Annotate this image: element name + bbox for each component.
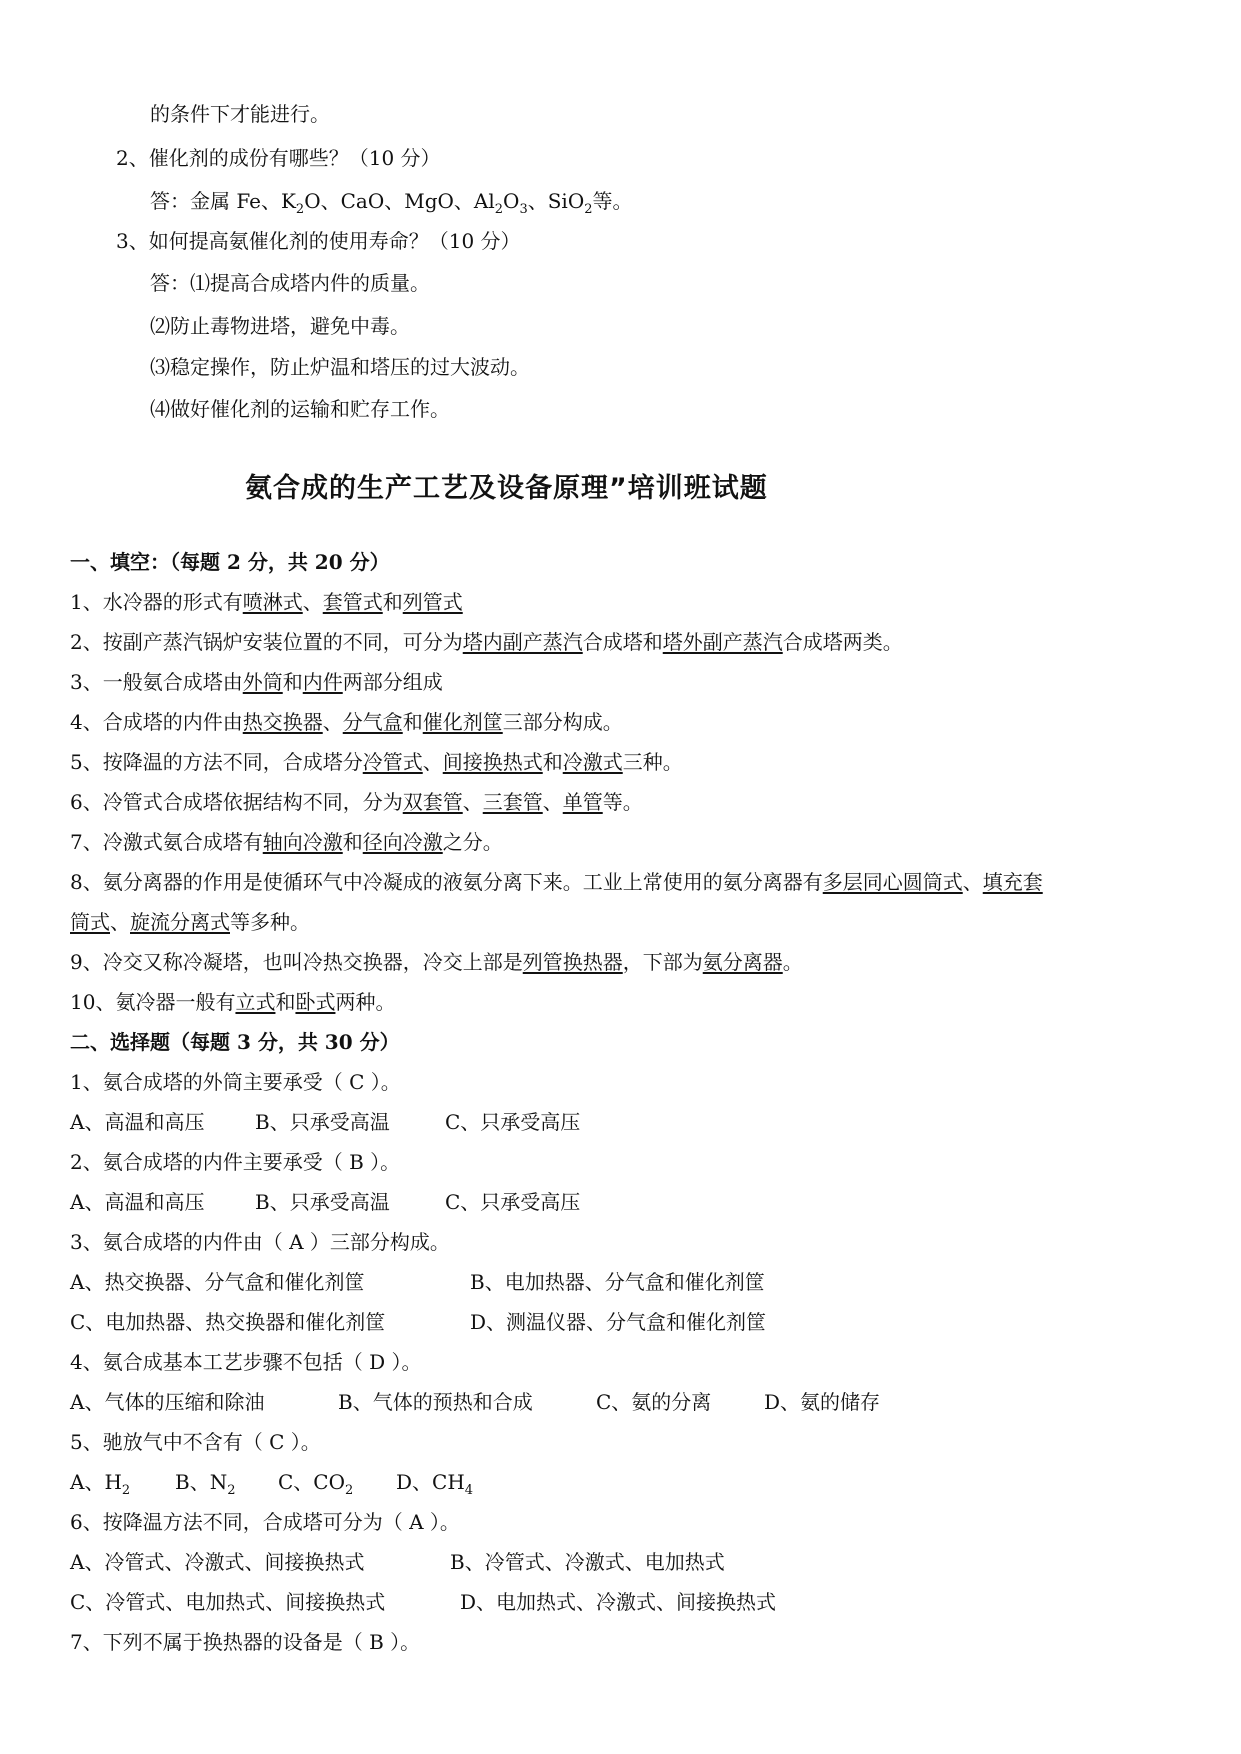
- option: D、氨的储存: [764, 1390, 881, 1414]
- option: A、热交换器、分气盒和催化剂筐: [70, 1270, 365, 1294]
- option: B、冷管式、冷激式、电加热式: [450, 1550, 725, 1574]
- option: C、氨的分离: [596, 1390, 712, 1414]
- continuation-text: 的条件下才能进行。: [150, 102, 330, 126]
- option: B、电加热器、分气盒和催化剂筐: [470, 1270, 765, 1294]
- answer-3-item-1: 答：⑴提高合成塔内件的质量。: [150, 271, 430, 295]
- choice-question-6: 6、按降温方法不同，合成塔可分为（ A ）。: [70, 1510, 460, 1534]
- option: C、只承受高压: [445, 1110, 581, 1134]
- option: C、电加热器、热交换器和催化剂筐: [70, 1310, 386, 1334]
- option: C、$CO_2$: [278, 1470, 354, 1498]
- choice-question-3: 3、氨合成塔的内件由（ A ）三部分构成。: [70, 1230, 450, 1254]
- fill-question-1: 1、水冷器的形式有喷淋式、套管式和列管式: [70, 590, 463, 614]
- option: C、冷管式、电加热式、间接换热式: [70, 1590, 386, 1614]
- option: A、冷管式、冷激式、间接换热式: [70, 1550, 365, 1574]
- choice-question-4-options: [70, 1389, 880, 1415]
- answer-3-item-3: ⑶稳定操作，防止炉温和塔压的过大波动。: [150, 355, 530, 379]
- answer-2-catalyst-components: 答：金属 Fe、$K_2O$、CaO、MgO、$Al_2O_3$、SiO$_2$等。: [150, 189, 633, 217]
- option: B、$N_2$: [175, 1470, 236, 1498]
- answer-3-item-4: ⑷做好催化剂的运输和贮存工作。: [150, 397, 450, 421]
- fill-question-2: 2、按副产蒸汽锅炉安装位置的不同，可分为塔内副产蒸汽合成塔和塔外副产蒸汽合成塔两类。: [70, 630, 903, 654]
- option: B、只承受高温: [255, 1190, 390, 1214]
- choice-question-5-options: [70, 1469, 474, 1498]
- option: A、气体的压缩和除油: [70, 1390, 265, 1414]
- choice-question-3-options-row1: [70, 1269, 765, 1295]
- answer-3-item-2: ⑵防止毒物进塔，避免中毒。: [150, 314, 410, 338]
- choice-question-2: 2、氨合成塔的内件主要承受（ B ）。: [70, 1150, 401, 1174]
- choice-question-3-options-row2: [70, 1309, 766, 1335]
- choice-question-2-options: [70, 1189, 580, 1215]
- choice-section-heading: 二、选择题（每题 3 分，共 30 分）: [70, 1030, 400, 1054]
- choice-question-7: 7、下列不属于换热器的设备是（ B ）。: [70, 1630, 421, 1654]
- fill-question-10: 10、氨冷器一般有立式和卧式两种。: [70, 990, 396, 1014]
- option: B、气体的预热和合成: [338, 1390, 533, 1414]
- fill-question-5: 5、按降温的方法不同，合成塔分冷管式、间接换热式和冷激式三种。: [70, 750, 683, 774]
- fill-question-9: 9、冷交又称冷凝塔，也叫冷热交换器，冷交上部是列管换热器，下部为氨分离器。: [70, 950, 803, 974]
- question-2-catalyst-components: 2、催化剂的成份有哪些？（10 分）: [116, 146, 441, 170]
- fill-question-8-cont: 筒式、旋流分离式等多种。: [70, 910, 310, 934]
- choice-question-1-options: [70, 1109, 580, 1135]
- choice-question-1: 1、氨合成塔的外筒主要承受（ C ）。: [70, 1070, 401, 1094]
- fill-question-3: 3、一般氨合成塔由外筒和内件两部分组成: [70, 670, 443, 694]
- fill-question-8: 8、氨分离器的作用是使循环气中冷凝成的液氨分离下来。工业上常使用的氨分离器有多层同心圆筒式、填充套: [70, 870, 1043, 894]
- choice-question-5: 5、驰放气中不含有（ C ）。: [70, 1430, 321, 1454]
- fill-question-4: 4、合成塔的内件由热交换器、分气盒和催化剂筐三部分构成。: [70, 710, 623, 734]
- option: B、只承受高温: [255, 1110, 390, 1134]
- option: A、高温和高压: [70, 1110, 205, 1134]
- option: D、电加热式、冷激式、间接换热式: [460, 1590, 777, 1614]
- option: D、测温仪器、分气盒和催化剂筐: [470, 1310, 767, 1334]
- option: A、高温和高压: [70, 1190, 205, 1214]
- fill-question-7: 7、冷激式氨合成塔有轴向冷激和径向冷激之分。: [70, 830, 503, 854]
- choice-question-6-options-row2: [70, 1589, 776, 1615]
- choice-question-4: 4、氨合成基本工艺步骤不包括（ D ）。: [70, 1350, 422, 1374]
- fill-question-6: 6、冷管式合成塔依据结构不同，分为双套管、三套管、单管等。: [70, 790, 643, 814]
- option: C、只承受高压: [445, 1190, 581, 1214]
- option: A、$H_2$: [70, 1470, 131, 1498]
- question-3-catalyst-life: 3、如何提高氨催化剂的使用寿命？（10 分）: [116, 229, 521, 253]
- choice-question-6-options-row1: [70, 1549, 725, 1575]
- option: D、$CH_4$: [396, 1470, 474, 1498]
- exam-title: 氨合成的生产工艺及设备原理”培训班试题: [245, 473, 768, 504]
- fill-section-heading: 一、填空：（每题 2 分，共 20 分）: [70, 550, 390, 574]
